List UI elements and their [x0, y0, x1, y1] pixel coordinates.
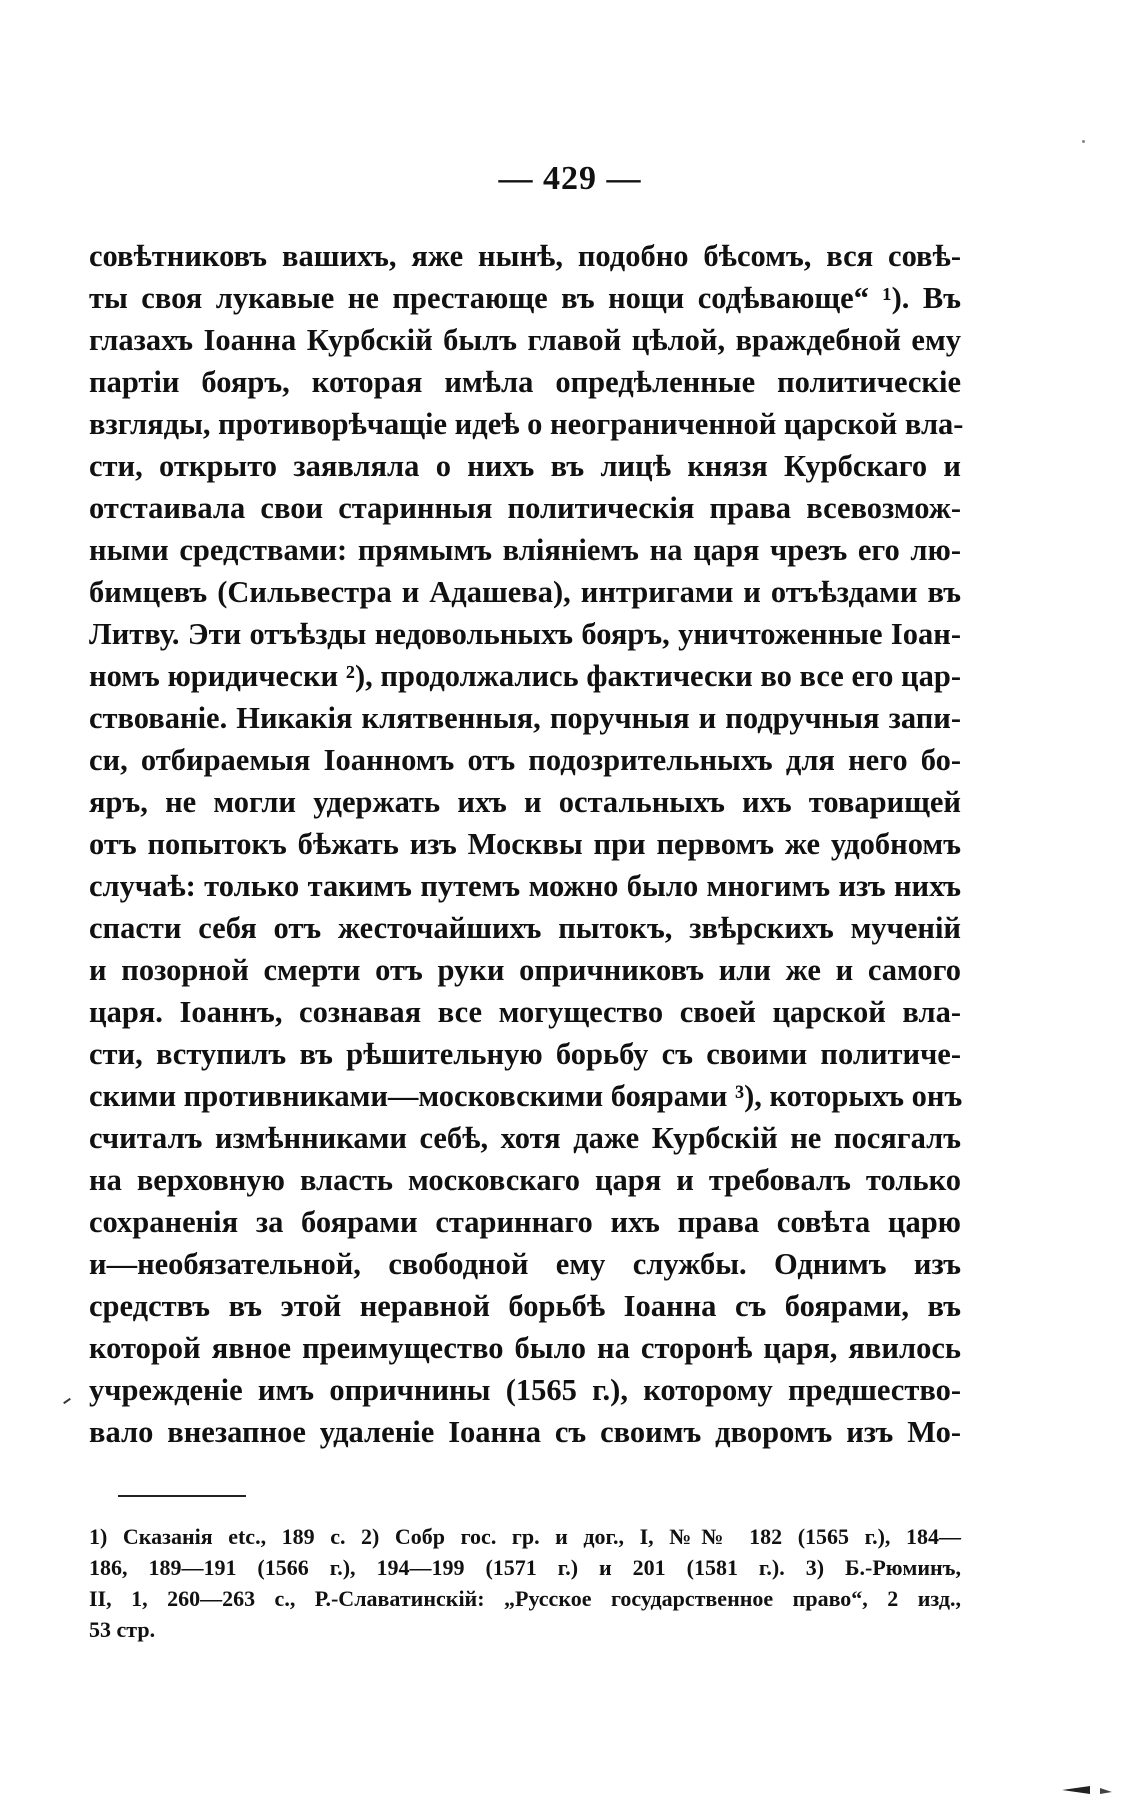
text-line: партіи бояръ, которая имѣла опредѣленные политическіе	[89, 365, 961, 399]
text-line: глазахъ Іоанна Курбскій былъ главой цѣлой, враждебной ему	[89, 323, 961, 357]
text-line: номъ юридически ²), продолжались фактически во все его цар-	[89, 659, 961, 693]
text-line: и—необязательной, свободной ему службы. Однимъ изъ	[89, 1247, 961, 1281]
main-text	[89, 235, 964, 1453]
text-line: ты своя лукавые не престающе въ нощи содѣвающе“ ¹). Въ	[89, 281, 961, 315]
text-line: вало внезапное удаленіе Іоанна съ своимъ дворомъ изъ Мо-	[89, 1415, 961, 1449]
text-line: отъ попытокъ бѣжать изъ Москвы при первомъ же удобномъ	[89, 827, 961, 861]
footnote-line: 53 стр.	[89, 1617, 156, 1642]
text-line: скими противниками—московскими боярами ³), которыхъ онъ	[89, 1079, 963, 1113]
text-line: взгляды, противорѣчащіе идеѣ о неограниченной царской вла-	[89, 407, 964, 441]
text-line: сохраненія за боярами стариннаго ихъ права совѣта царю	[89, 1205, 961, 1239]
text-line: яръ, не могли удержать ихъ и остальныхъ ихъ товарищей	[89, 785, 961, 819]
footnote-separator	[118, 1495, 246, 1497]
text-line: сти, вступилъ въ рѣшительную борьбу съ своими политиче-	[89, 1037, 961, 1071]
text-line: ствованіе. Никакія клятвенныя, поручныя и подручныя запи-	[89, 701, 961, 735]
text-line: учрежденіе имъ опричнины (1565 г.), которому предшество-	[89, 1373, 961, 1407]
footnote-line: 186, 189—191 (1566 г.), 194—199 (1571 г.) и 201 (1581 г.). 3) Б.-Рюминъ,	[89, 1555, 961, 1580]
text-line: совѣтниковъ вашихъ, яже нынѣ, подобно бѣсомъ, вся совѣ-	[89, 239, 961, 273]
footnote-line: 1) Сказанія etc., 189 с. 2) Собр гос. гр. и дог., I, №№ 182 (1565 г.), 184—	[89, 1524, 961, 1549]
text-line: на верховную власть московскаго царя и требовалъ только	[89, 1163, 961, 1197]
footnote-line: II, 1, 260—263 с., Р.-Славатинскій: „Русское государственное право“, 2 изд.,	[89, 1586, 961, 1611]
text-line: Литву. Эти отъѣзды недовольныхъ бояръ, уничтоженные Іоан-	[89, 617, 961, 651]
text-line: си, отбираемыя Іоанномъ отъ подозрительныхъ для него бо-	[89, 743, 961, 777]
text-line: бимцевъ (Сильвестра и Адашева), интригами и отъѣздами въ	[89, 575, 961, 609]
footnotes	[89, 1521, 961, 1645]
text-line: отстаивала свои старинныя политическія права всевозмож-	[89, 491, 961, 525]
text-line: спасти себя отъ жесточайшихъ пытокъ, звѣрскихъ мученій	[89, 911, 961, 945]
page-number: — 429 —	[498, 160, 642, 197]
margin-tick-mark	[63, 1398, 71, 1404]
text-line: считалъ измѣнниками себѣ, хотя даже Курбскій не посягалъ	[89, 1121, 961, 1155]
scan-speck	[1082, 140, 1085, 143]
text-line: случаѣ: только такимъ путемъ можно было многимъ изъ нихъ	[89, 869, 961, 903]
text-line: средствъ въ этой неравной борьбѣ Іоанна съ боярами, въ	[89, 1289, 961, 1323]
text-line: сти, открыто заявляла о нихъ въ лицѣ князя Курбскаго и	[89, 449, 961, 483]
text-line: царя. Іоаннъ, сознавая все могущество своей царской вла-	[89, 995, 961, 1029]
text-line: и позорной смерти отъ руки опричниковъ или же и самого	[89, 953, 961, 987]
text-line: ными средствами: прямымъ вліяніемъ на царя чрезъ его лю-	[89, 533, 961, 567]
scan-artifact	[1060, 1782, 1120, 1796]
text-line: которой явное преимущество было на сторонѣ царя, явилось	[89, 1331, 961, 1365]
